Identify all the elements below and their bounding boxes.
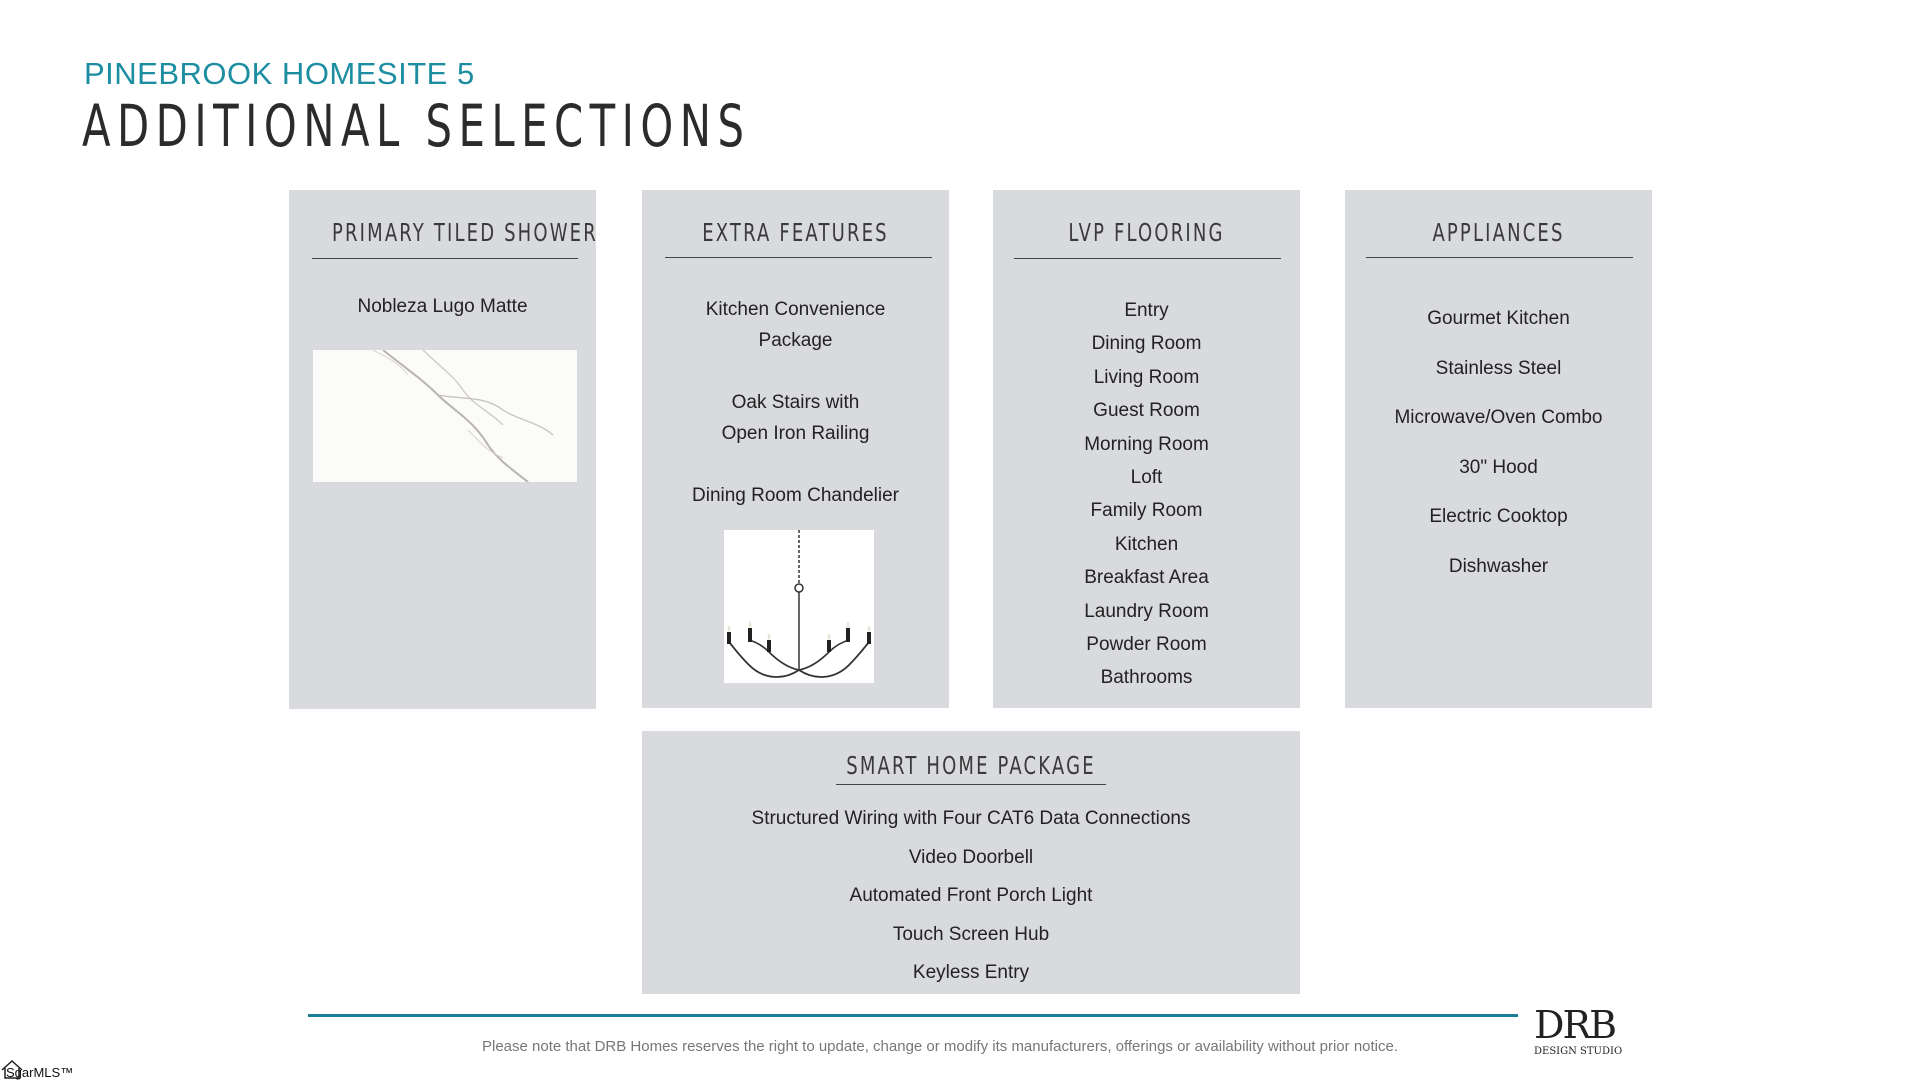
list-item: Breakfast Area bbox=[1084, 567, 1209, 589]
panel-list bbox=[289, 296, 596, 318]
logo-text: DRB bbox=[1534, 1003, 1616, 1047]
panel-list bbox=[642, 294, 949, 542]
list-item: Touch Screen Hub bbox=[892, 923, 1050, 945]
list-item: Kitchen Convenience Package bbox=[705, 299, 886, 351]
panel-appliances bbox=[1345, 190, 1652, 708]
logo-subtext: DESIGN STUDIO bbox=[1534, 1046, 1623, 1057]
panel-list bbox=[993, 294, 1300, 695]
list-item: Video Doorbell bbox=[908, 846, 1034, 868]
list-item: Nobleza Lugo Matte bbox=[357, 296, 528, 317]
list-item: Dining Room bbox=[1091, 333, 1202, 355]
panel-title: SMART HOME PACKAGE bbox=[846, 751, 1096, 780]
list-item: Bathrooms bbox=[1100, 667, 1193, 689]
list-item: Kitchen bbox=[1114, 533, 1179, 555]
drb-design-studio-logo bbox=[1530, 1002, 1630, 1058]
panel-smart-home-package bbox=[642, 731, 1300, 994]
page-title: ADDITIONAL SELECTIONS bbox=[82, 92, 751, 160]
panel-list bbox=[1345, 294, 1652, 591]
panel-divider bbox=[1014, 258, 1281, 259]
footer-divider bbox=[308, 1014, 1518, 1017]
list-item: 30" Hood bbox=[1459, 456, 1538, 478]
list-item: Laundry Room bbox=[1084, 600, 1209, 622]
list-item: Entry bbox=[1124, 300, 1169, 321]
marble-tile-image bbox=[313, 350, 577, 482]
panel-list bbox=[642, 800, 1300, 993]
page-subtitle: PINEBROOK HOMESITE 5 bbox=[84, 56, 475, 91]
list-item: Family Room bbox=[1090, 500, 1203, 522]
list-item: Oak Stairs with Open Iron Railing bbox=[721, 392, 870, 444]
panel-primary-tiled-shower bbox=[289, 190, 596, 709]
mls-text: SgarMLS™ bbox=[6, 1065, 74, 1080]
list-item: Automated Front Porch Light bbox=[849, 885, 1093, 906]
list-item: Living Room bbox=[1093, 366, 1200, 388]
list-item: Stainless Steel bbox=[1435, 357, 1562, 379]
panel-divider bbox=[1366, 257, 1633, 258]
list-item: Dining Room Chandelier bbox=[692, 485, 899, 506]
list-item: Morning Room bbox=[1084, 433, 1209, 455]
list-item: Microwave/Oven Combo bbox=[1394, 407, 1603, 428]
panel-divider bbox=[836, 784, 1106, 785]
list-item: Electric Cooktop bbox=[1429, 506, 1568, 527]
chandelier-image bbox=[724, 530, 874, 683]
list-item: Dishwasher bbox=[1448, 555, 1549, 577]
panel-lvp-flooring bbox=[993, 190, 1300, 708]
list-item: Powder Room bbox=[1086, 634, 1207, 656]
list-item: Loft bbox=[1130, 467, 1163, 489]
panel-title: APPLIANCES bbox=[1432, 218, 1565, 247]
list-item: Keyless Entry bbox=[912, 962, 1030, 983]
panel-title: PRIMARY TILED SHOWER bbox=[331, 218, 598, 247]
disclaimer-text: Please note that DRB Homes reserves the right to update, change or modify its manufacturers, offerings or availability without prior notice. bbox=[482, 1038, 1399, 1055]
mls-watermark bbox=[0, 1058, 100, 1080]
list-item: Structured Wiring with Four CAT6 Data Connections bbox=[751, 808, 1191, 829]
panel-extra-features bbox=[642, 190, 949, 708]
panel-divider bbox=[312, 258, 578, 259]
list-item: Gourmet Kitchen bbox=[1427, 308, 1570, 329]
panel-divider bbox=[665, 257, 932, 258]
list-item: Guest Room bbox=[1093, 400, 1200, 422]
panel-title: EXTRA FEATURES bbox=[702, 218, 889, 247]
panel-title: LVP FLOORING bbox=[1068, 218, 1225, 247]
